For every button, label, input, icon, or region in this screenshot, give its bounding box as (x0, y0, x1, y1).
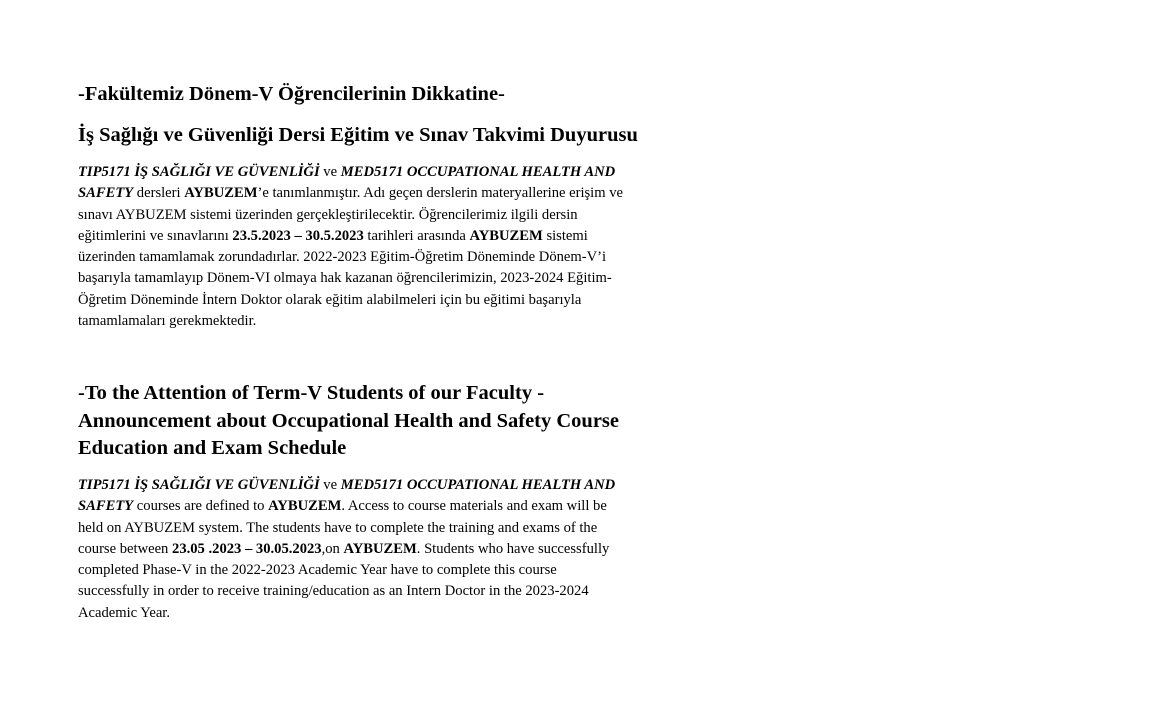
en-heading-schedule: Education and Exam Schedule (78, 437, 347, 459)
tr-course-tip5171: TIP5171 İŞ SAĞLIĞI VE GÜVENLİĞİ (78, 164, 320, 180)
tr-date-range: 23.5.2023 – 30.5.2023 (232, 227, 364, 244)
tr-line-3: sınavı AYBUZEM sistemi üzerinden gerçekleştirilecektir. Öğrencilerimiz ilgili dersin (78, 206, 578, 223)
en-course-tip5171: TIP5171 İŞ SAĞLIĞI VE GÜVENLİĞİ (78, 477, 320, 493)
en-aybuzem: AYBUZEM (268, 498, 342, 515)
en-line-3: held on AYBUZEM system. The students have to complete the training and exams of the (78, 519, 598, 536)
tr-line-7: Öğretim Döneminde İntern Doktor olarak eğitim alabilmeleri için bu eğitimi başarıyla (78, 291, 582, 308)
en-heading-announcement: Announcement about Occupational Health and Safety Course (78, 410, 620, 432)
tr-course-med5171: MED5171 OCCUPATIONAL HEALTH AND (340, 164, 616, 180)
tr-line-1: TIP5171 İŞ SAĞLIĞI VE GÜVENLİĞİ ve MED5171 OCCUPATIONAL HEALTH AND (78, 164, 616, 180)
en-line-1: TIP5171 İŞ SAĞLIĞI VE GÜVENLİĞİ ve MED5171 OCCUPATIONAL HEALTH AND (78, 477, 616, 493)
en-line-2: SAFETY courses are defined to AYBUZEM. Access to course materials and exam will be (78, 498, 607, 515)
en-heading-attention: -To the Attention of Term-V Students of our Faculty - (78, 382, 545, 404)
en-aybuzem: AYBUZEM (343, 540, 417, 557)
tr-line-2: SAFETY dersleri AYBUZEM’e tanımlanmıştır. Adı geçen derslerin materyallerine erişim ve (78, 185, 624, 202)
tr-line-4: eğitimlerini ve sınavlarını 23.5.2023 – 30.5.2023 tarihleri arasında AYBUZEM sistemi (78, 227, 588, 244)
en-date-range: 23.05 .2023 – 30.05.2023 (172, 540, 322, 557)
tr-line-8: tamamlamaları gerekmektedir. (78, 313, 257, 330)
tr-line-6: başarıyla tamamlayıp Dönem-VI olmaya hak kazanan öğrencilerimizin, 2023-2024 Eğitim- (78, 270, 612, 287)
tr-aybuzem: AYBUZEM (184, 185, 258, 202)
tr-heading-attention: -Fakültemiz Dönem-V Öğrencilerinin Dikkatine- (78, 83, 505, 105)
en-line-4: course between 23.05 .2023 – 30.05.2023,on AYBUZEM. Students who have successfully (78, 540, 610, 557)
tr-paragraph (78, 162, 698, 332)
en-paragraph (78, 475, 698, 624)
en-line-7: Academic Year. (78, 604, 170, 621)
en-line-5: completed Phase-V in the 2022-2023 Academic Year have to complete this course (78, 562, 557, 579)
tr-line-5: üzerinden tamamlamak zorundadırlar. 2022-2023 Eğitim-Öğretim Döneminde Dönem-V’i (78, 249, 607, 266)
tr-aybuzem: AYBUZEM (469, 227, 543, 244)
tr-heading-announcement: İş Sağlığı ve Güvenliği Dersi Eğitim ve Sınav Takvimi Duyurusu (78, 124, 638, 146)
en-line-6: successfully in order to receive training/education as an Intern Doctor in the 2023-2024 (78, 583, 589, 600)
en-course-med5171: MED5171 OCCUPATIONAL HEALTH AND (340, 477, 616, 493)
